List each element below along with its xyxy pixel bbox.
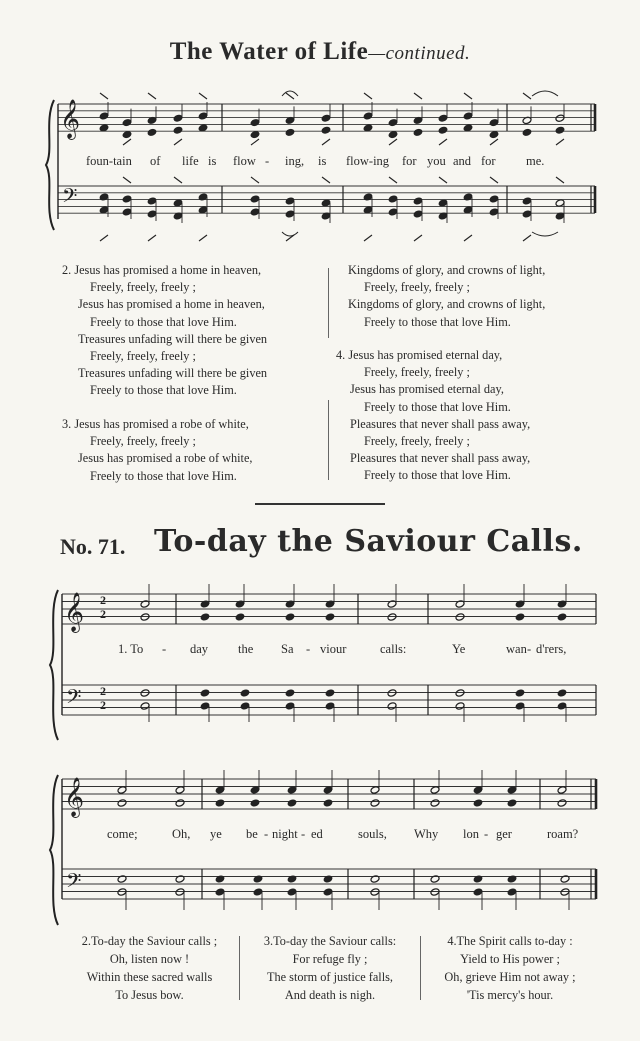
shape-mark: [523, 235, 531, 241]
shape-mark: [414, 235, 422, 241]
note-head: [430, 786, 440, 794]
lyric-syllable: for: [481, 154, 496, 168]
shape-mark: [490, 139, 498, 145]
note-head: [370, 799, 380, 807]
shape-mark: [123, 139, 131, 145]
note-head: [122, 195, 132, 203]
lyric-syllable: of: [150, 154, 161, 168]
section-divider: [255, 503, 385, 505]
lyric-syllable: flow: [233, 154, 256, 168]
lyric-syllable: souls,: [358, 827, 387, 841]
verse-line: Freely, freely, freely ;: [90, 434, 196, 449]
note-head: [489, 195, 499, 203]
note-head: [117, 799, 127, 807]
note-head: [147, 210, 157, 218]
lyric-syllable: Sa: [281, 642, 294, 656]
note-head: [413, 128, 423, 136]
fermata-icon: [532, 91, 558, 96]
note-head: [175, 799, 185, 807]
note-head: [140, 613, 150, 621]
note-head: [323, 786, 333, 794]
h71-verse-4: [421, 932, 599, 1004]
note-head: [173, 126, 183, 134]
note-head: [473, 888, 483, 896]
note-head: [215, 786, 225, 794]
verse-line: Oh, listen now !: [109, 952, 190, 966]
shape-mark: [364, 235, 372, 241]
note-head: [489, 118, 499, 126]
note-head: [117, 888, 127, 896]
treble-clef-icon: 𝄞: [64, 592, 85, 632]
fermata-icon: [532, 232, 558, 236]
shape-mark: [199, 235, 207, 241]
note-head: [388, 195, 398, 203]
note-head: [285, 613, 295, 621]
lyric-syllable: life: [182, 154, 199, 168]
note-head: [250, 799, 260, 807]
verse-line: Freely to those that love Him.: [90, 314, 237, 329]
note-head: [140, 689, 150, 697]
column-divider: [328, 268, 329, 338]
shape-mark: [464, 93, 472, 99]
note-head: [117, 786, 127, 794]
note-head: [438, 114, 448, 122]
note-head: [522, 128, 532, 136]
bass-clef-icon: 𝄢: [66, 869, 82, 897]
lyric-syllable: is: [208, 154, 217, 168]
note-head: [507, 799, 517, 807]
verse-line: Freely, freely, freely ;: [90, 349, 196, 364]
note-head: [555, 114, 565, 122]
note-head: [147, 128, 157, 136]
shape-mark: [174, 177, 182, 183]
lyric-syllable: d'rers,: [536, 642, 567, 656]
system-brace: [50, 775, 58, 925]
note-head: [387, 613, 397, 621]
note-head: [235, 613, 245, 621]
note-head: [413, 197, 423, 205]
note-head: [522, 210, 532, 218]
verse-line: And death is nigh.: [284, 988, 376, 1002]
lyric-syllable: -: [162, 642, 167, 656]
shape-mark: [464, 235, 472, 241]
note-head: [122, 130, 132, 138]
note-head: [325, 689, 335, 697]
verse-line: Kingdoms of glory, and crowns of light,: [348, 297, 546, 312]
shape-mark: [364, 93, 372, 99]
lyric-syllable: -: [484, 827, 489, 841]
lyric-syllable: you: [427, 154, 446, 168]
note-head: [122, 208, 132, 216]
lyric-syllable: and: [453, 154, 472, 168]
notation-marks: [46, 91, 596, 925]
shape-mark: [414, 93, 422, 99]
verse-line: Freely to those that love Him.: [364, 314, 511, 329]
verse-line: Oh, grieve Him not away ;: [444, 970, 576, 984]
note-head: [140, 702, 150, 710]
verse-3: [62, 416, 253, 485]
note-head: [321, 126, 331, 134]
shape-mark: [100, 93, 108, 99]
verse-4: [336, 347, 530, 485]
note-head: [515, 613, 525, 621]
note-head: [99, 112, 109, 120]
verse-line: Within these sacred walls: [86, 970, 213, 984]
note-head: [455, 689, 465, 697]
note-head: [370, 888, 380, 896]
note-head: [515, 689, 525, 697]
lyric-syllable: -: [265, 154, 270, 168]
note-head: [557, 689, 567, 697]
verse-number: 2.: [81, 934, 92, 948]
shape-mark: [523, 93, 531, 99]
note-head: [387, 702, 397, 710]
note-head: [557, 613, 567, 621]
note-head: [285, 197, 295, 205]
verse-number: 2.: [62, 263, 72, 277]
verse-line: For refuge fly ;: [292, 952, 368, 966]
note-head: [285, 128, 295, 136]
verse-line: Treasures unfading will there be given: [78, 366, 268, 381]
note-head: [147, 197, 157, 205]
shape-mark: [322, 139, 330, 145]
note-head: [463, 112, 473, 120]
time-signature: 2: [100, 698, 106, 712]
note-head: [250, 118, 260, 126]
note-head: [507, 786, 517, 794]
bass-clef-icon: 𝄢: [62, 184, 78, 212]
note-head: [430, 888, 440, 896]
note-head: [240, 702, 250, 710]
verse-line: Jesus has promised a home in heaven,: [74, 263, 262, 277]
shape-mark: [556, 177, 564, 183]
verse-line: Freely, freely, freely ;: [364, 434, 470, 449]
lyric-syllable: -: [301, 827, 306, 841]
shape-mark: [389, 139, 397, 145]
lyric-syllable: Oh,: [172, 827, 191, 841]
lyric-syllable: is: [318, 154, 327, 168]
fermata-icon: [282, 232, 298, 236]
note-head: [285, 702, 295, 710]
lyric-syllable: -: [527, 642, 532, 656]
lyric-syllable: calls:: [380, 642, 407, 656]
note-head: [438, 199, 448, 207]
note-head: [240, 689, 250, 697]
note-head: [522, 197, 532, 205]
note-head: [515, 702, 525, 710]
note-head: [489, 208, 499, 216]
note-head: [455, 702, 465, 710]
note-head: [250, 208, 260, 216]
lyric-syllable: for: [402, 154, 417, 168]
note-head: [473, 786, 483, 794]
lyric-syllable: come;: [107, 827, 138, 841]
note-head: [200, 613, 210, 621]
lyric-syllable: the: [238, 642, 254, 656]
lyric-syllable: roam?: [547, 827, 579, 841]
hymn-number: No. 71.: [60, 534, 126, 559]
note-head: [455, 613, 465, 621]
verse-line: Freely, freely, freely ;: [364, 280, 470, 295]
note-head: [388, 130, 398, 138]
note-head: [555, 199, 565, 207]
note-head: [321, 199, 331, 207]
lyric-syllable: wan: [506, 642, 527, 656]
verse-line: Pleasures that never shall pass away,: [350, 416, 531, 431]
note-head: [173, 114, 183, 122]
verse-line: Jesus has promised a robe of white,: [74, 417, 249, 431]
lyric-syllable: viour: [320, 642, 347, 656]
system-brace: [50, 590, 58, 740]
shape-mark: [199, 93, 207, 99]
column-divider: [328, 400, 329, 480]
verse-line: To-day the Saviour calls:: [273, 934, 397, 948]
note-head: [323, 799, 333, 807]
note-head: [215, 888, 225, 896]
verse-number: 4.: [447, 934, 457, 948]
lyric-syllable: night: [272, 827, 298, 841]
note-head: [285, 689, 295, 697]
note-head: [430, 799, 440, 807]
note-head: [175, 786, 185, 794]
verse-line: Jesus has promised eternal day,: [350, 382, 504, 397]
note-head: [413, 210, 423, 218]
note-head: [250, 786, 260, 794]
note-head: [325, 702, 335, 710]
h71-verse-2: [62, 932, 237, 1004]
note-head: [200, 702, 210, 710]
note-head: [215, 799, 225, 807]
lyric-syllable: Ye: [452, 642, 466, 656]
note-head: [489, 130, 499, 138]
shape-mark: [251, 177, 259, 183]
continued-label: —continued.: [368, 43, 471, 64]
note-head: [555, 126, 565, 134]
verse-line: Treasures unfading will there be given: [78, 331, 268, 346]
fermata-icon: [282, 91, 298, 96]
note-head: [325, 613, 335, 621]
lyric-syllable: Why: [414, 827, 439, 841]
verse-line: Freely to those that love Him.: [90, 383, 237, 398]
verse-line: Jesus has promised eternal day,: [348, 348, 503, 362]
shape-mark: [148, 93, 156, 99]
verse-line: Pleasures that never shall pass away,: [350, 451, 531, 466]
verse-line: Freely to those that love Him.: [364, 399, 511, 414]
lyric-syllable: flow-ing: [346, 154, 390, 168]
shape-mark: [251, 139, 259, 145]
verse-line: Freely to those that love Him.: [364, 468, 511, 483]
hymn71-title: To-day the Saviour Calls.: [154, 524, 583, 559]
verse-number: 3.: [62, 417, 72, 431]
lyric-syllable: ye: [210, 827, 222, 841]
note-head: [287, 799, 297, 807]
verse-line: Freely, freely, freely ;: [90, 280, 196, 295]
verse-line: To Jesus bow.: [115, 988, 184, 1002]
verse-line: Freely to those that love Him.: [90, 468, 237, 483]
time-signature: 2: [100, 607, 106, 621]
time-signature: 2: [100, 684, 106, 698]
verse-line: The Spirit calls to-day :: [456, 934, 573, 948]
shape-mark: [490, 177, 498, 183]
verse-line: Jesus has promised a home in heaven,: [78, 297, 265, 312]
note-head: [250, 130, 260, 138]
note-head: [557, 786, 567, 794]
note-head: [175, 888, 185, 896]
lyric-syllable: 1. To: [118, 642, 144, 656]
note-head: [285, 210, 295, 218]
note-head: [507, 888, 517, 896]
note-head: [287, 888, 297, 896]
shape-mark: [439, 139, 447, 145]
treble-clef-icon: 𝄞: [64, 777, 85, 817]
verse-2-continued: [348, 262, 545, 331]
verse-line: Kingdoms of glory, and crowns of light,: [348, 263, 546, 277]
note-head: [557, 702, 567, 710]
lyric-syllable: be: [246, 827, 258, 841]
note-head: [200, 689, 210, 697]
shape-mark: [100, 235, 108, 241]
hymn-title: The Water of Life: [169, 38, 369, 65]
note-head: [387, 689, 397, 697]
note-head: [287, 786, 297, 794]
lyric-syllable: me.: [526, 154, 545, 168]
note-head: [253, 888, 263, 896]
lyric-syllable: ing,: [285, 154, 305, 168]
note-head: [321, 114, 331, 122]
shape-mark: [123, 177, 131, 183]
shape-mark: [556, 139, 564, 145]
h71-verse-3: [240, 932, 420, 1004]
verse-2: [62, 262, 267, 400]
note-head: [560, 888, 570, 896]
bass-clef-icon: 𝄢: [66, 685, 82, 713]
verse-number: 3.: [263, 934, 274, 948]
note-head: [122, 118, 132, 126]
verse-number: 4.: [336, 348, 346, 362]
shape-mark: [439, 177, 447, 183]
treble-clef-icon: 𝄞: [60, 99, 81, 139]
note-head: [250, 195, 260, 203]
verse-line: To-day the Saviour calls ;: [91, 934, 218, 948]
system-brace: [46, 100, 54, 230]
lyric-syllable: foun-tain: [86, 154, 132, 168]
note-head: [173, 199, 183, 207]
lyric-syllable: lon: [463, 827, 479, 841]
verse-line: 'Tis mercy's hour.: [466, 988, 554, 1002]
lyric-syllable: day: [190, 642, 209, 656]
shape-mark: [286, 93, 294, 99]
verse-line: Yield to His power ;: [460, 952, 560, 966]
verse-line: Freely, freely, freely ;: [364, 365, 470, 380]
note-head: [557, 799, 567, 807]
shape-mark: [174, 139, 182, 145]
note-head: [438, 126, 448, 134]
lyric-syllable: ed: [311, 827, 323, 841]
lyric-syllable: -: [306, 642, 311, 656]
note-head: [370, 786, 380, 794]
verse-line: Jesus has promised a robe of white,: [78, 451, 253, 466]
note-head: [323, 888, 333, 896]
note-head: [388, 118, 398, 126]
shape-mark: [148, 235, 156, 241]
lyric-syllable: ger: [496, 827, 512, 841]
shape-mark: [322, 177, 330, 183]
shape-mark: [389, 177, 397, 183]
note-head: [388, 208, 398, 216]
note-head: [363, 112, 373, 120]
note-head: [473, 799, 483, 807]
verse-line: The storm of justice falls,: [266, 970, 393, 984]
note-head: [198, 112, 208, 120]
time-signature: 2: [100, 593, 106, 607]
lyric-syllable: -: [264, 827, 269, 841]
